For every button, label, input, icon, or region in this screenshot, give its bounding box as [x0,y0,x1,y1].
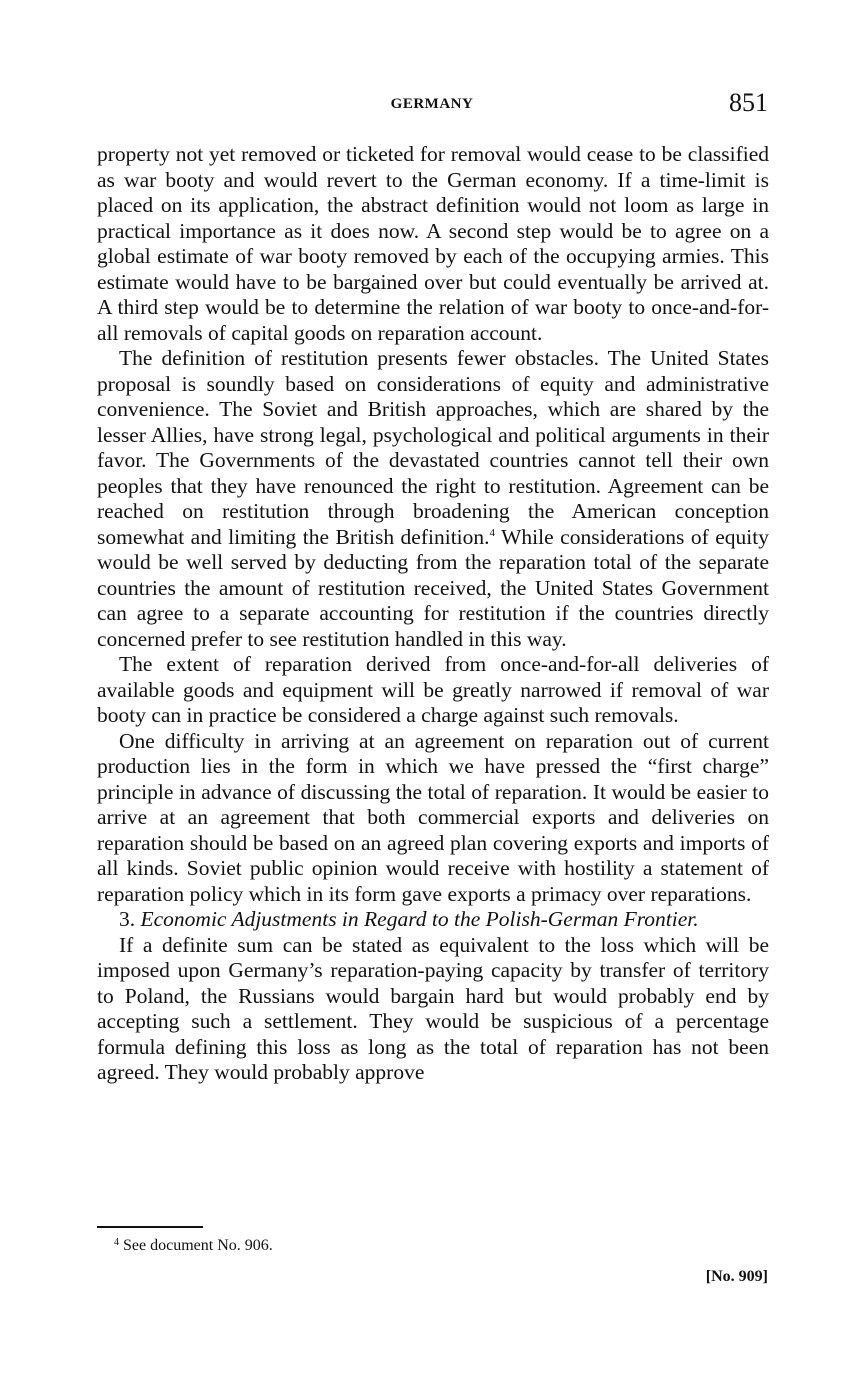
footnote [114,1237,273,1255]
paragraph-war-booty: The extent of reparation derived from once-and-for-all deliveries of available goods and equipment will be greatly narrowed if removal of war booty can in practice be considered a charge against such removals. [97,652,769,727]
page-number: 851 [729,88,768,117]
running-head-title: GERMANY [390,96,474,112]
footnote-marker: 4 [114,1237,119,1248]
footnote-reference: 4 [489,526,496,539]
paragraph-polish-frontier: If a definite sum can be stated as equivalent to the loss which will be imposed upon Germany’s reparation-paying capacity by transfer of territory to Poland, the Russians would bargain hard but would probably end by accepting such a settlement. They would be suspicious of a percentage formula defining this loss as long as the total of reparation has not been agreed. They would probably approve [97,932,769,1084]
paragraph-text: While considerations of equity would be well served by deducting from the reparation total of the separate countries the amount of restitution received, the United States Government can agree to a separate accounting for restitution if the countries directly concerned prefer to see restitution handled in this way. [97,524,769,651]
paragraph-text: The definition of restitution presents fewer obstacles. The United States proposal is soundly based on considerations of equity and administrative convenience. The Soviet and British approaches, which are shared by the lesser Allies, have strong legal, psychological and political arguments in their favor. The Governments of the devastated countries cannot tell their own peoples that they have renounced the right to restitution. Agreement can be reached on restitution through broadening the American conception somewhat and limiting the British definition. [97,346,769,549]
section-number: 3. [119,907,136,931]
running-head [96,88,768,128]
body-text [97,142,769,1086]
paragraph-restitution [97,346,769,652]
section-title: Economic Adjustments in Regard to the Polish-German Frontier. [140,907,699,931]
document-number: [No. 909] [705,1268,768,1285]
section-heading [97,907,769,933]
footnote-divider [97,1226,203,1228]
paragraph-continued: property not yet removed or ticketed for removal would cease to be classified as war booty and would revert to the German economy. If a time-limit is placed on its application, the abstract definition would not loom as large in practical importance as it does now. A second step would be to agree on a global estimate of war booty removed by each of the occupying armies. This estimate would have to be bargained over but could eventually be arrived at. A third step would be to determine the relation of war booty to once-and-for-all removals of capital goods on reparation account. [97,142,769,345]
footnote-text: See document No. 906. [123,1237,273,1254]
paragraph-first-charge: One difficulty in arriving at an agreement on reparation out of current production lies in the form in which we have pressed the “first charge” principle in advance of discussing the total of reparation. It would be easier to arrive at an agreement that both commercial exports and deliveries on reparation should be based on an agreed plan covering exports and imports of all kinds. Soviet public opinion would receive with hostility a statement of reparation policy which in its form gave exports a primacy over reparations. [97,728,769,906]
